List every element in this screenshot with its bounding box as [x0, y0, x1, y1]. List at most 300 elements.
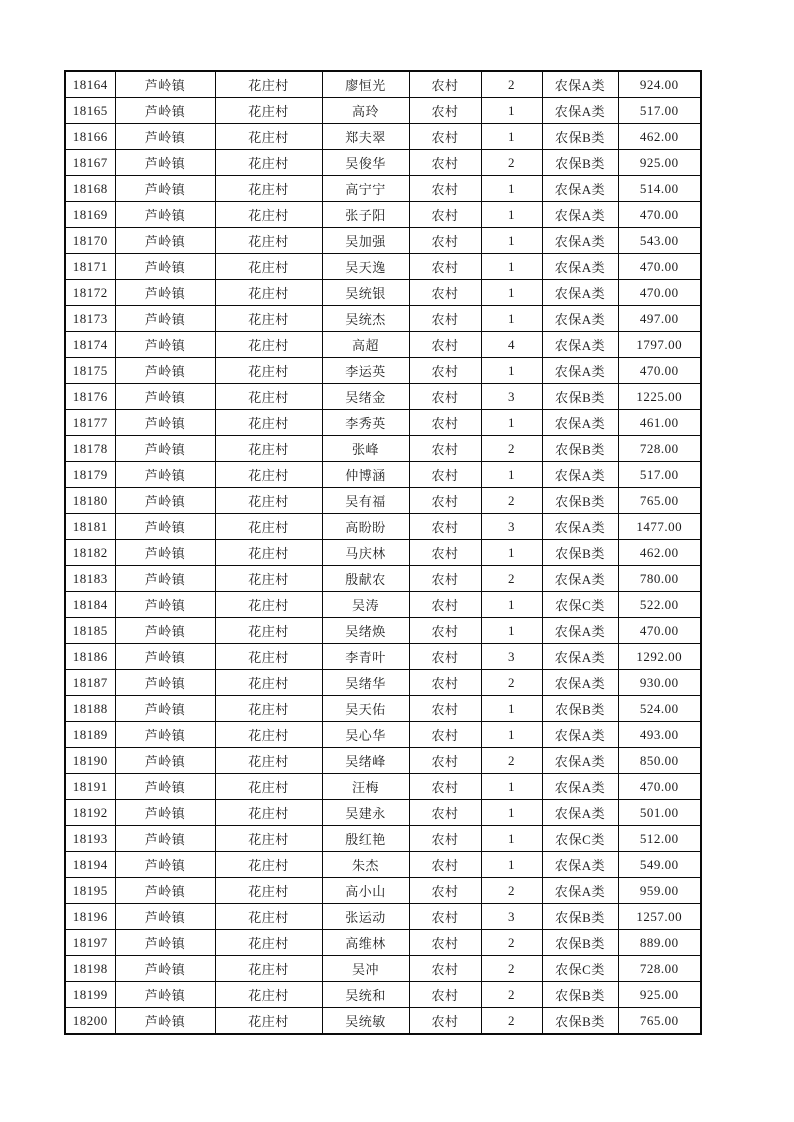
- cell-count: 2: [481, 488, 542, 514]
- cell-type: 农村: [409, 1008, 481, 1035]
- cell-count: 2: [481, 748, 542, 774]
- cell-id: 18182: [65, 540, 115, 566]
- cell-id: 18196: [65, 904, 115, 930]
- cell-category: 农保A类: [542, 670, 618, 696]
- cell-town: 芦岭镇: [115, 696, 215, 722]
- cell-category: 农保B类: [542, 540, 618, 566]
- cell-count: 1: [481, 228, 542, 254]
- cell-amount: 765.00: [618, 1008, 701, 1035]
- cell-town: 芦岭镇: [115, 436, 215, 462]
- cell-category: 农保A类: [542, 644, 618, 670]
- cell-name: 马庆林: [322, 540, 409, 566]
- cell-name: 殷献农: [322, 566, 409, 592]
- cell-town: 芦岭镇: [115, 228, 215, 254]
- cell-count: 1: [481, 722, 542, 748]
- cell-village: 花庄村: [215, 904, 322, 930]
- cell-id: 18171: [65, 254, 115, 280]
- cell-category: 农保C类: [542, 826, 618, 852]
- cell-id: 18190: [65, 748, 115, 774]
- cell-name: 吴涛: [322, 592, 409, 618]
- cell-count: 3: [481, 904, 542, 930]
- cell-town: 芦岭镇: [115, 488, 215, 514]
- benefits-table: [64, 70, 702, 1035]
- cell-amount: 543.00: [618, 228, 701, 254]
- cell-count: 2: [481, 930, 542, 956]
- cell-amount: 501.00: [618, 800, 701, 826]
- cell-count: 1: [481, 98, 542, 124]
- cell-category: 农保A类: [542, 748, 618, 774]
- table-row: [65, 696, 701, 722]
- cell-type: 农村: [409, 462, 481, 488]
- cell-amount: 728.00: [618, 956, 701, 982]
- table-row: [65, 280, 701, 306]
- cell-category: 农保B类: [542, 150, 618, 176]
- cell-count: 2: [481, 956, 542, 982]
- cell-count: 1: [481, 592, 542, 618]
- cell-count: 3: [481, 514, 542, 540]
- cell-village: 花庄村: [215, 748, 322, 774]
- cell-town: 芦岭镇: [115, 384, 215, 410]
- cell-name: 朱杰: [322, 852, 409, 878]
- cell-name: 吴绪焕: [322, 618, 409, 644]
- cell-id: 18167: [65, 150, 115, 176]
- table-row: [65, 384, 701, 410]
- cell-amount: 517.00: [618, 462, 701, 488]
- cell-id: 18185: [65, 618, 115, 644]
- table-body: [65, 71, 701, 1034]
- cell-amount: 728.00: [618, 436, 701, 462]
- cell-type: 农村: [409, 748, 481, 774]
- cell-amount: 470.00: [618, 774, 701, 800]
- cell-name: 吴天佑: [322, 696, 409, 722]
- cell-amount: 1477.00: [618, 514, 701, 540]
- cell-amount: 549.00: [618, 852, 701, 878]
- cell-name: 张峰: [322, 436, 409, 462]
- cell-name: 吴统敏: [322, 1008, 409, 1035]
- cell-type: 农村: [409, 722, 481, 748]
- cell-village: 花庄村: [215, 384, 322, 410]
- cell-category: 农保A类: [542, 254, 618, 280]
- cell-id: 18179: [65, 462, 115, 488]
- cell-village: 花庄村: [215, 228, 322, 254]
- cell-type: 农村: [409, 696, 481, 722]
- cell-count: 3: [481, 644, 542, 670]
- cell-name: 高宁宁: [322, 176, 409, 202]
- cell-id: 18186: [65, 644, 115, 670]
- cell-category: 农保A类: [542, 176, 618, 202]
- cell-type: 农村: [409, 826, 481, 852]
- cell-name: 吴绪金: [322, 384, 409, 410]
- cell-id: 18175: [65, 358, 115, 384]
- cell-town: 芦岭镇: [115, 1008, 215, 1035]
- table-row: [65, 488, 701, 514]
- cell-category: 农保B类: [542, 696, 618, 722]
- cell-name: 高小山: [322, 878, 409, 904]
- cell-village: 花庄村: [215, 71, 322, 98]
- table-row: [65, 176, 701, 202]
- cell-type: 农村: [409, 202, 481, 228]
- cell-town: 芦岭镇: [115, 982, 215, 1008]
- cell-count: 1: [481, 774, 542, 800]
- cell-type: 农村: [409, 514, 481, 540]
- cell-village: 花庄村: [215, 124, 322, 150]
- cell-type: 农村: [409, 332, 481, 358]
- cell-amount: 1797.00: [618, 332, 701, 358]
- cell-id: 18193: [65, 826, 115, 852]
- table-row: [65, 514, 701, 540]
- cell-village: 花庄村: [215, 774, 322, 800]
- cell-id: 18168: [65, 176, 115, 202]
- cell-amount: 522.00: [618, 592, 701, 618]
- cell-id: 18178: [65, 436, 115, 462]
- cell-town: 芦岭镇: [115, 514, 215, 540]
- table-row: [65, 98, 701, 124]
- cell-amount: 924.00: [618, 71, 701, 98]
- cell-id: 18181: [65, 514, 115, 540]
- table-row: [65, 644, 701, 670]
- table-row: [65, 436, 701, 462]
- cell-town: 芦岭镇: [115, 956, 215, 982]
- cell-id: 18164: [65, 71, 115, 98]
- cell-id: 18184: [65, 592, 115, 618]
- cell-village: 花庄村: [215, 332, 322, 358]
- cell-type: 农村: [409, 904, 481, 930]
- cell-category: 农保A类: [542, 878, 618, 904]
- cell-name: 李秀英: [322, 410, 409, 436]
- cell-id: 18177: [65, 410, 115, 436]
- cell-count: 3: [481, 384, 542, 410]
- cell-type: 农村: [409, 98, 481, 124]
- cell-type: 农村: [409, 436, 481, 462]
- cell-village: 花庄村: [215, 930, 322, 956]
- cell-name: 吴统和: [322, 982, 409, 1008]
- cell-town: 芦岭镇: [115, 410, 215, 436]
- cell-town: 芦岭镇: [115, 566, 215, 592]
- cell-name: 郑夫翠: [322, 124, 409, 150]
- cell-category: 农保A类: [542, 800, 618, 826]
- table-row: [65, 930, 701, 956]
- table-row: [65, 956, 701, 982]
- cell-amount: 514.00: [618, 176, 701, 202]
- cell-category: 农保A类: [542, 852, 618, 878]
- table-row: [65, 982, 701, 1008]
- cell-count: 1: [481, 462, 542, 488]
- cell-type: 农村: [409, 358, 481, 384]
- cell-name: 高玲: [322, 98, 409, 124]
- cell-village: 花庄村: [215, 254, 322, 280]
- cell-town: 芦岭镇: [115, 306, 215, 332]
- cell-town: 芦岭镇: [115, 826, 215, 852]
- cell-id: 18172: [65, 280, 115, 306]
- cell-id: 18198: [65, 956, 115, 982]
- cell-town: 芦岭镇: [115, 332, 215, 358]
- cell-village: 花庄村: [215, 722, 322, 748]
- cell-name: 吴统银: [322, 280, 409, 306]
- cell-id: 18189: [65, 722, 115, 748]
- cell-amount: 497.00: [618, 306, 701, 332]
- cell-count: 1: [481, 618, 542, 644]
- cell-category: 农保A类: [542, 280, 618, 306]
- table-row: [65, 540, 701, 566]
- cell-name: 廖恒光: [322, 71, 409, 98]
- cell-id: 18187: [65, 670, 115, 696]
- cell-count: 2: [481, 150, 542, 176]
- cell-name: 吴天逸: [322, 254, 409, 280]
- cell-category: 农保A类: [542, 202, 618, 228]
- cell-id: 18170: [65, 228, 115, 254]
- cell-category: 农保A类: [542, 358, 618, 384]
- cell-category: 农保B类: [542, 982, 618, 1008]
- cell-category: 农保A类: [542, 566, 618, 592]
- cell-type: 农村: [409, 254, 481, 280]
- cell-amount: 517.00: [618, 98, 701, 124]
- cell-village: 花庄村: [215, 618, 322, 644]
- cell-category: 农保A类: [542, 618, 618, 644]
- cell-village: 花庄村: [215, 670, 322, 696]
- cell-amount: 470.00: [618, 358, 701, 384]
- cell-count: 1: [481, 176, 542, 202]
- cell-type: 农村: [409, 852, 481, 878]
- cell-count: 1: [481, 852, 542, 878]
- cell-type: 农村: [409, 670, 481, 696]
- cell-count: 2: [481, 436, 542, 462]
- cell-name: 李运英: [322, 358, 409, 384]
- table-row: [65, 358, 701, 384]
- table-row: [65, 618, 701, 644]
- cell-count: 4: [481, 332, 542, 358]
- cell-village: 花庄村: [215, 176, 322, 202]
- table-row: [65, 904, 701, 930]
- cell-town: 芦岭镇: [115, 71, 215, 98]
- cell-amount: 470.00: [618, 280, 701, 306]
- cell-village: 花庄村: [215, 488, 322, 514]
- cell-village: 花庄村: [215, 514, 322, 540]
- cell-count: 2: [481, 670, 542, 696]
- cell-name: 高盼盼: [322, 514, 409, 540]
- cell-town: 芦岭镇: [115, 904, 215, 930]
- cell-village: 花庄村: [215, 956, 322, 982]
- cell-town: 芦岭镇: [115, 358, 215, 384]
- cell-village: 花庄村: [215, 826, 322, 852]
- table-row: [65, 410, 701, 436]
- cell-town: 芦岭镇: [115, 852, 215, 878]
- cell-id: 18173: [65, 306, 115, 332]
- cell-type: 农村: [409, 176, 481, 202]
- cell-name: 汪梅: [322, 774, 409, 800]
- cell-village: 花庄村: [215, 306, 322, 332]
- cell-town: 芦岭镇: [115, 618, 215, 644]
- cell-id: 18188: [65, 696, 115, 722]
- cell-amount: 470.00: [618, 618, 701, 644]
- cell-village: 花庄村: [215, 540, 322, 566]
- cell-village: 花庄村: [215, 1008, 322, 1035]
- cell-type: 农村: [409, 228, 481, 254]
- cell-type: 农村: [409, 280, 481, 306]
- cell-type: 农村: [409, 566, 481, 592]
- cell-name: 吴有福: [322, 488, 409, 514]
- cell-type: 农村: [409, 930, 481, 956]
- cell-amount: 925.00: [618, 150, 701, 176]
- cell-count: 2: [481, 71, 542, 98]
- cell-category: 农保A类: [542, 98, 618, 124]
- table-row: [65, 748, 701, 774]
- cell-name: 吴加强: [322, 228, 409, 254]
- cell-amount: 959.00: [618, 878, 701, 904]
- cell-type: 农村: [409, 540, 481, 566]
- table-row: [65, 332, 701, 358]
- cell-village: 花庄村: [215, 592, 322, 618]
- table-row: [65, 228, 701, 254]
- cell-count: 1: [481, 358, 542, 384]
- cell-amount: 512.00: [618, 826, 701, 852]
- cell-category: 农保A类: [542, 306, 618, 332]
- cell-type: 农村: [409, 618, 481, 644]
- cell-category: 农保B类: [542, 904, 618, 930]
- cell-amount: 470.00: [618, 254, 701, 280]
- cell-amount: 889.00: [618, 930, 701, 956]
- cell-town: 芦岭镇: [115, 800, 215, 826]
- cell-id: 18169: [65, 202, 115, 228]
- cell-town: 芦岭镇: [115, 878, 215, 904]
- cell-town: 芦岭镇: [115, 280, 215, 306]
- cell-village: 花庄村: [215, 566, 322, 592]
- cell-village: 花庄村: [215, 98, 322, 124]
- cell-category: 农保B类: [542, 488, 618, 514]
- table-row: [65, 852, 701, 878]
- table-row: [65, 722, 701, 748]
- cell-type: 农村: [409, 410, 481, 436]
- cell-count: 2: [481, 566, 542, 592]
- cell-type: 农村: [409, 150, 481, 176]
- table-row: [65, 592, 701, 618]
- cell-village: 花庄村: [215, 280, 322, 306]
- cell-id: 18192: [65, 800, 115, 826]
- cell-category: 农保A类: [542, 462, 618, 488]
- cell-amount: 1292.00: [618, 644, 701, 670]
- cell-id: 18191: [65, 774, 115, 800]
- cell-town: 芦岭镇: [115, 930, 215, 956]
- cell-town: 芦岭镇: [115, 644, 215, 670]
- table-row: [65, 774, 701, 800]
- cell-count: 1: [481, 410, 542, 436]
- cell-amount: 462.00: [618, 124, 701, 150]
- cell-town: 芦岭镇: [115, 98, 215, 124]
- cell-name: 殷红艳: [322, 826, 409, 852]
- cell-category: 农保A类: [542, 722, 618, 748]
- cell-id: 18200: [65, 1008, 115, 1035]
- cell-type: 农村: [409, 71, 481, 98]
- cell-name: 仲博涵: [322, 462, 409, 488]
- cell-town: 芦岭镇: [115, 592, 215, 618]
- cell-town: 芦岭镇: [115, 176, 215, 202]
- table-row: [65, 71, 701, 98]
- cell-category: 农保B类: [542, 1008, 618, 1035]
- cell-category: 农保B类: [542, 384, 618, 410]
- cell-name: 吴冲: [322, 956, 409, 982]
- cell-village: 花庄村: [215, 878, 322, 904]
- cell-amount: 470.00: [618, 202, 701, 228]
- cell-category: 农保A类: [542, 410, 618, 436]
- table-row: [65, 462, 701, 488]
- cell-town: 芦岭镇: [115, 540, 215, 566]
- cell-amount: 925.00: [618, 982, 701, 1008]
- cell-category: 农保C类: [542, 592, 618, 618]
- cell-id: 18166: [65, 124, 115, 150]
- cell-town: 芦岭镇: [115, 774, 215, 800]
- cell-amount: 1257.00: [618, 904, 701, 930]
- cell-id: 18165: [65, 98, 115, 124]
- table-row: [65, 124, 701, 150]
- cell-category: 农保A类: [542, 332, 618, 358]
- cell-name: 吴绪峰: [322, 748, 409, 774]
- cell-id: 18176: [65, 384, 115, 410]
- cell-id: 18174: [65, 332, 115, 358]
- cell-category: 农保A类: [542, 514, 618, 540]
- cell-type: 农村: [409, 124, 481, 150]
- cell-name: 吴建永: [322, 800, 409, 826]
- cell-village: 花庄村: [215, 852, 322, 878]
- cell-name: 李青叶: [322, 644, 409, 670]
- cell-type: 农村: [409, 774, 481, 800]
- cell-count: 1: [481, 254, 542, 280]
- cell-name: 张运动: [322, 904, 409, 930]
- cell-amount: 765.00: [618, 488, 701, 514]
- cell-amount: 780.00: [618, 566, 701, 592]
- cell-count: 1: [481, 280, 542, 306]
- cell-town: 芦岭镇: [115, 722, 215, 748]
- cell-name: 吴俊华: [322, 150, 409, 176]
- cell-village: 花庄村: [215, 150, 322, 176]
- cell-count: 1: [481, 540, 542, 566]
- cell-type: 农村: [409, 592, 481, 618]
- cell-count: 1: [481, 202, 542, 228]
- cell-name: 吴绪华: [322, 670, 409, 696]
- cell-category: 农保A类: [542, 71, 618, 98]
- cell-id: 18197: [65, 930, 115, 956]
- cell-amount: 461.00: [618, 410, 701, 436]
- cell-town: 芦岭镇: [115, 254, 215, 280]
- cell-category: 农保C类: [542, 956, 618, 982]
- cell-name: 吴心华: [322, 722, 409, 748]
- cell-type: 农村: [409, 800, 481, 826]
- cell-town: 芦岭镇: [115, 748, 215, 774]
- cell-count: 2: [481, 878, 542, 904]
- table-row: [65, 826, 701, 852]
- cell-type: 农村: [409, 982, 481, 1008]
- table-row: [65, 566, 701, 592]
- cell-count: 1: [481, 800, 542, 826]
- cell-village: 花庄村: [215, 696, 322, 722]
- table-row: [65, 150, 701, 176]
- cell-village: 花庄村: [215, 358, 322, 384]
- table-row: [65, 1008, 701, 1035]
- cell-amount: 850.00: [618, 748, 701, 774]
- cell-category: 农保B类: [542, 436, 618, 462]
- cell-village: 花庄村: [215, 436, 322, 462]
- cell-type: 农村: [409, 956, 481, 982]
- cell-name: 高维林: [322, 930, 409, 956]
- cell-type: 农村: [409, 644, 481, 670]
- cell-id: 18199: [65, 982, 115, 1008]
- cell-category: 农保B类: [542, 124, 618, 150]
- cell-name: 张子阳: [322, 202, 409, 228]
- cell-count: 2: [481, 1008, 542, 1035]
- cell-town: 芦岭镇: [115, 462, 215, 488]
- table-row: [65, 306, 701, 332]
- table-row: [65, 878, 701, 904]
- cell-id: 18195: [65, 878, 115, 904]
- cell-count: 2: [481, 982, 542, 1008]
